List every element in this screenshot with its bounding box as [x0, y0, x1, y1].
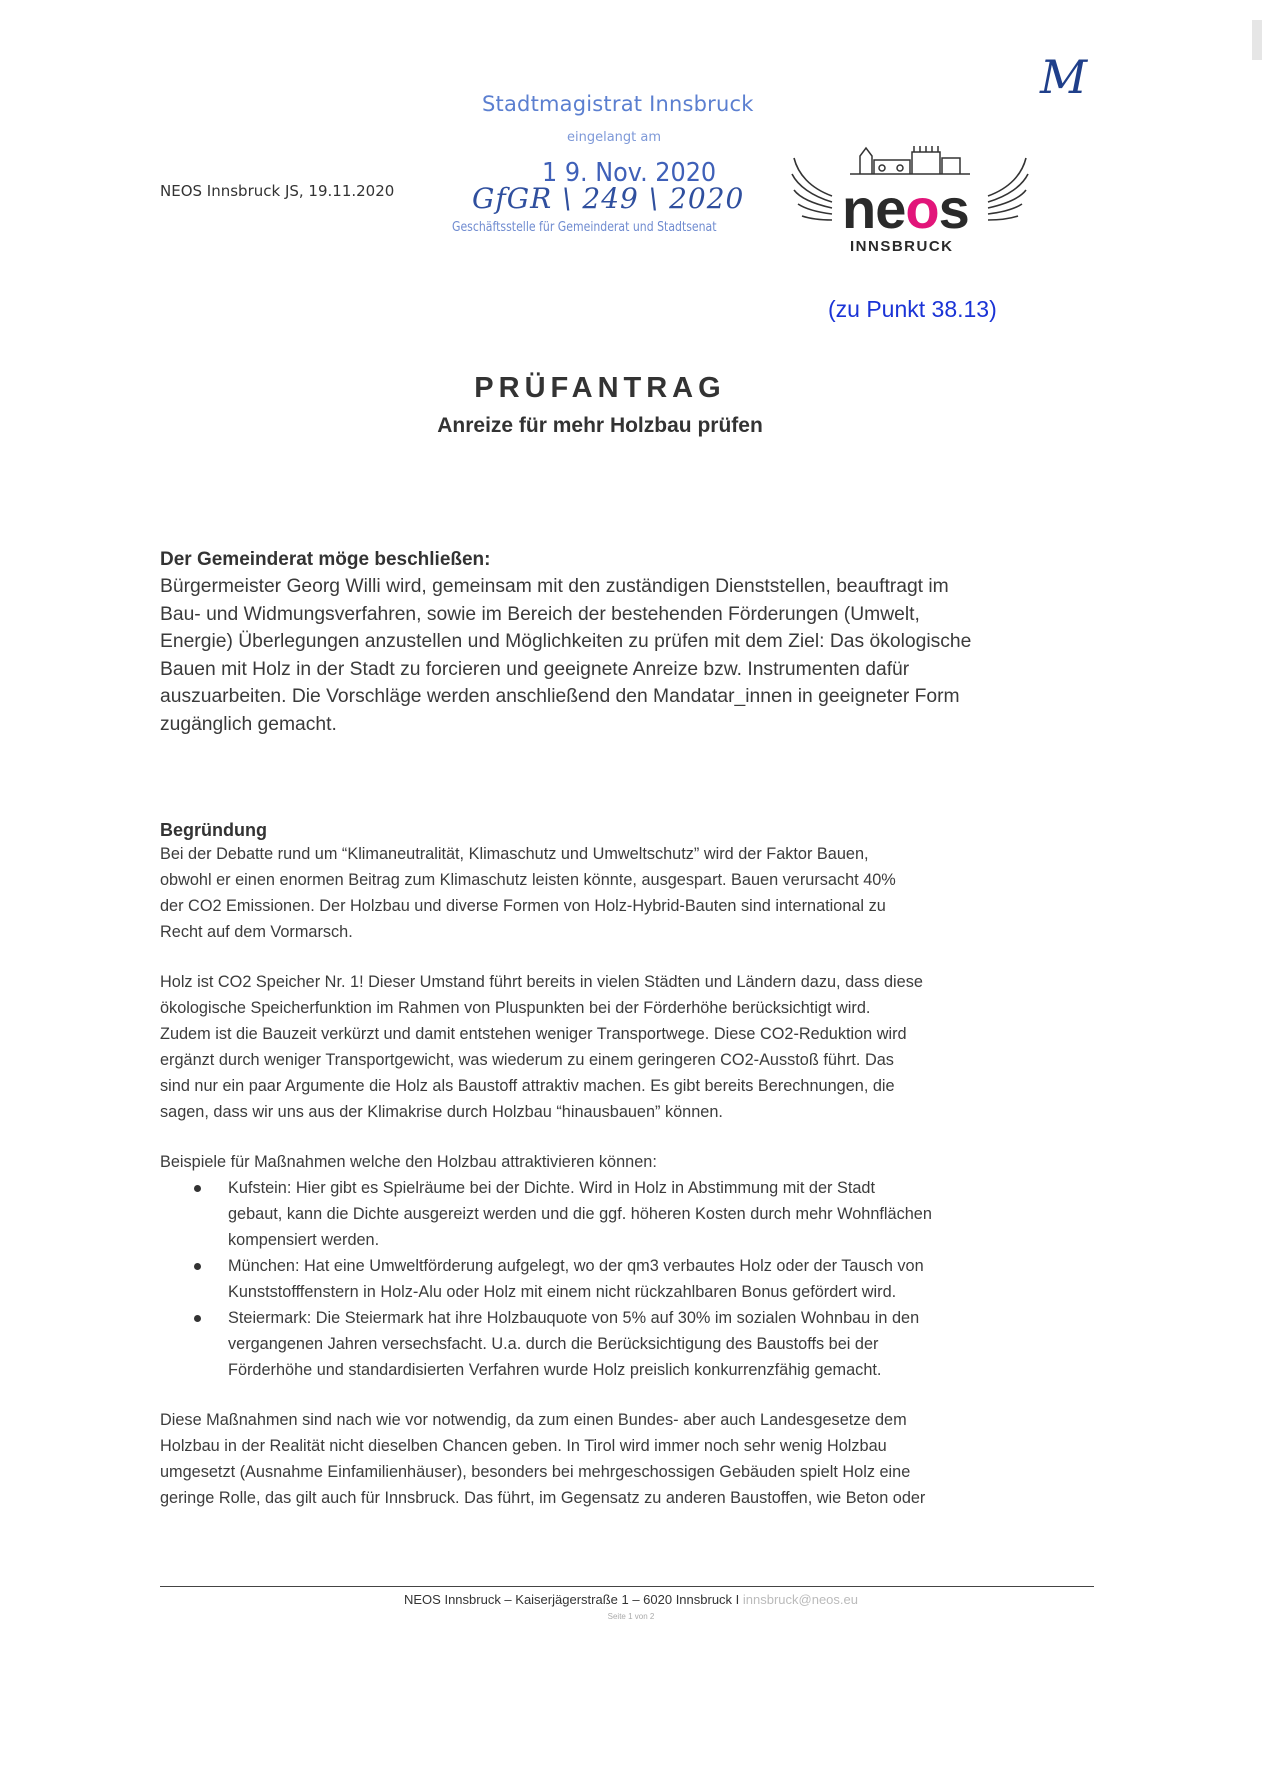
logo-word-pre: ne — [842, 177, 906, 240]
examples-intro: Beispiele für Maßnahmen welche den Holzbau attraktivieren können: — [160, 1153, 657, 1171]
footer-address-text: NEOS Innsbruck – Kaiserjägerstraße 1 – 6020 Innsbruck I — [404, 1592, 743, 1607]
footer-divider — [160, 1586, 1094, 1587]
rationale-paragraph-3: Diese Maßnahmen sind nach wie vor notwendig, da zum einen Bundes- aber auch Landesgesetze dem Holzbau in der Realität nicht dieselben Chancen geben. In Tirol wird immer noch sehr wenig Holzbau umgesetzt (Ausnahme Einfamilienhäuser), besonders bei mehrgeschossigen Gebäuden spielt Holz eine geringe Rolle, das gilt auch für Innsbruck. Das führt, im Gegensatz zu anderen Baustoffen, wie Beton oder — [160, 1411, 926, 1507]
stamp-received-label: eingelangt am — [567, 130, 662, 145]
page-number-handwritten: M — [1040, 50, 1084, 104]
logo-word-post: s — [938, 177, 969, 240]
scan-edge-artifact — [1252, 20, 1262, 60]
logo-word-o: o — [905, 177, 939, 240]
list-item — [228, 1175, 1110, 1253]
bullet-icon — [194, 1263, 201, 1270]
example-text: München: Hat eine Umweltförderung aufgelegt, wo der qm3 verbautes Holz oder der Tausch von Kunststofffenstern in Holz-Alu oder Holz mit einem nicht rückzahlbaren Bonus gefördert wird. — [228, 1257, 924, 1301]
rationale-paragraph-1: Bei der Debatte rund um “Klimaneutralität, Klimaschutz und Umweltschutz” wird der Faktor Bauen, obwohl er einen enormen Beitrag zum Klimaschutz leisten könnte, ausgespart. Bauen verursacht 40% der CO2 Emissionen. Der Holzbau und diverse Formen von Holz-Hybrid-Bauten sind international zu Recht auf dem Vormarsch. — [160, 845, 896, 941]
document-subtitle: Anreize für mehr Holzbau prüfen — [437, 414, 763, 437]
stamp-reference-handwritten: GfGR \ 249 \ 2020 — [472, 182, 745, 215]
resolution-heading: Der Gemeinderat möge beschließen: — [160, 549, 491, 570]
logo-city: INNSBRUCK — [850, 238, 954, 255]
resolution-section — [160, 549, 1110, 738]
example-text: Kufstein: Hier gibt es Spielräume bei der Dichte. Wird in Holz in Abstimmung mit der Stadt gebaut, kann die Dichte ausgereizt werden und die ggf. höheren Kosten durch mehr Wohnflächen kompensiert werden. — [228, 1179, 932, 1249]
stamp-office: Geschäftsstelle für Gemeinderat und Stadtsenat — [452, 220, 717, 235]
footer-page-number: Seite 1 von 2 — [607, 1612, 655, 1621]
footer-address — [0, 1592, 1262, 1607]
rationale-paragraph-2: Holz ist CO2 Speicher Nr. 1! Dieser Umstand führt bereits in vielen Städten und Ländern dazu, dass diese ökologische Speicherfunktion im Rahmen von Pluspunkten bei der Förderhöhe berücksichtigt wird. Zudem ist die Bauzeit verkürzt und damit entstehen weniger Transportwege. Diese CO2-Reduktion wird ergänzt durch weniger Transportgewicht, was wiederum zu einem geringeren CO2-Ausstoß führt. Das sind nur ein paar Argumente die Holz als Baustoff attraktiv machen. Es gibt bereits Berechnungen, die sagen, dass wir uns aus der Klimakrise durch Holzbau “hinausbauen” können. — [160, 973, 923, 1121]
rationale-heading: Begründung — [160, 820, 267, 840]
rationale-section — [160, 820, 1110, 1511]
received-stamp — [452, 92, 782, 252]
footer-email: innsbruck@neos.eu — [742, 1592, 858, 1607]
stamp-title: Stadtmagistrat Innsbruck — [482, 92, 754, 116]
document-title: PRÜFANTRAG — [474, 372, 726, 404]
examples-list — [160, 1175, 1110, 1383]
bullet-icon — [194, 1185, 201, 1192]
sender-line: NEOS Innsbruck JS, 19.11.2020 — [160, 182, 395, 200]
list-item — [228, 1253, 1110, 1305]
bullet-icon — [194, 1315, 201, 1322]
stamp-date: 1 9. Nov. 2020 — [542, 158, 717, 188]
agenda-reference-note: (zu Punkt 38.13) — [828, 296, 997, 322]
resolution-text: Bürgermeister Georg Willi wird, gemeinsam mit den zuständigen Dienststellen, beauftragt im Bau- und Widmungsverfahren, sowie im Bereich der bestehenden Förderungen (Umwelt, Energie) Überlegungen anzustellen und Möglichkeiten zu prüfen mit dem Ziel: Das ökologische Bauen mit Holz in der Stadt zu forcieren und geeignete Anreize bzw. Instrumenten dafür auszuarbeiten. Die Vorschläge werden anschließend den Mandatar_innen in geeigneter Form zugänglich gemacht. — [160, 576, 972, 735]
list-item — [228, 1305, 1110, 1383]
neos-innsbruck-logo — [790, 138, 1030, 268]
example-text: Steiermark: Die Steiermark hat ihre Holzbauquote von 5% auf 30% im sozialen Wohnbau in den vergangenen Jahren versechsfacht. U.a. durch die Berücksichtigung des Baustoffs bei der Förderhöhe und standardisierten Verfahren wurde Holz preislich konkurrenzfähig gemacht. — [228, 1309, 920, 1379]
logo-wordmark — [842, 176, 969, 241]
